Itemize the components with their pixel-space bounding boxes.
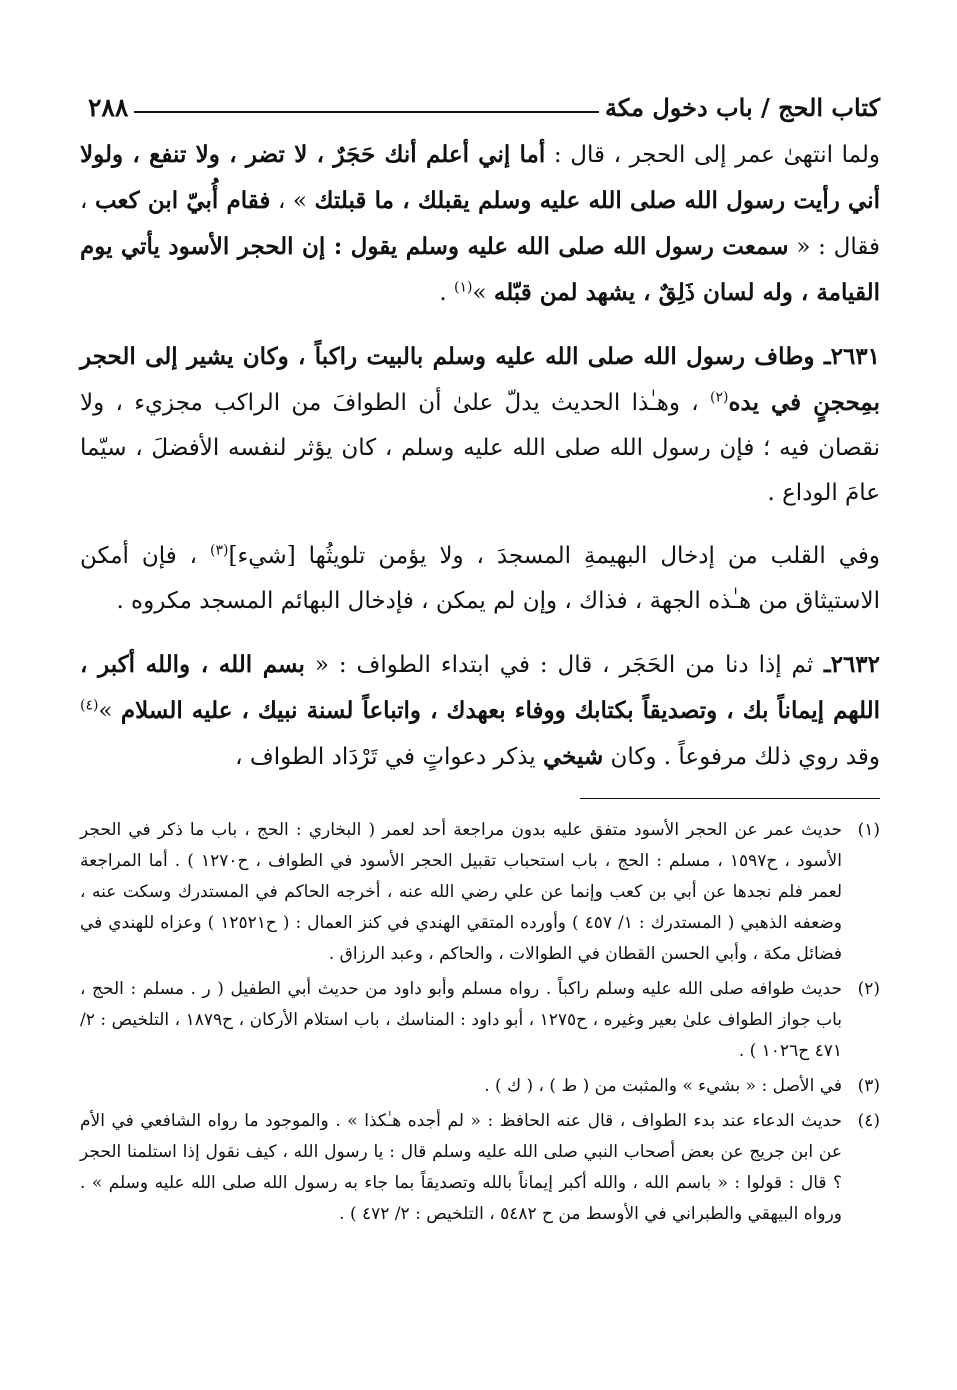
bold-segment: بسم الله ، والله أكبر ، اللهم إيماناً بك ، وتصديقاً بكتابك ووفاء بعهدك ، واتباعاً لسنة نبيك ، عليه السلام: [80, 651, 880, 724]
paragraph-2632: [80, 642, 880, 780]
header-rule: [134, 111, 599, 113]
footnotes: [80, 815, 880, 1230]
text-segment: .: [439, 280, 454, 306]
footnote-ref[interactable]: (٢): [709, 389, 729, 406]
book-page: [80, 80, 880, 1234]
footnote-text: حديث طوافه صلى الله عليه وسلم راكباً . رواه مسلم وأبو داود من حديث أبي الطفيل ( ر . مسلم : الحج ، باب جواز الطواف علىٰ بعير وغيره ، ح١٢٧٥ ، أبو داود : المناسك ، باب استلام الأركان ، ح١٨٧٩ ، التلخيص : ٢/ ٤٧١ ح١٠٢٦ ) .: [80, 979, 843, 1061]
paragraph: [80, 534, 880, 624]
footnote-separator: [580, 798, 880, 799]
footnote-ref[interactable]: (٣): [210, 542, 229, 559]
page-header: [80, 84, 880, 122]
footnote: [80, 1106, 880, 1230]
text-segment: ، وهـٰذا الحديث يدلّ علىٰ أن الطوافَ من الراكب مجزيء ، ولا نقصان فيه ؛ فإن رسول الله صلى الله عليه وسلم ، كان يؤثر لنفسه الأفضلَ ، سيّما عامَ الوداع .: [80, 390, 880, 506]
text-segment: ثم إذا دنا من الحَجَر ، قال : في ابتداء الطواف : «: [304, 652, 814, 678]
footnote-text: حديث عمر عن الحجر الأسود متفق عليه بدون مراجعة أحد لعمر ( البخاري : الحج ، باب ما ذكر في الحجر الأسود ، ح١٥٩٧ ، مسلم : الحج ، باب استحباب تقبيل الحجر الأسود في الطواف ، ح١٢٧٠ ) . أما المراجعة لعمر فلم نجدها عن أبي بن كعب وإنما عن علي رضي الله عنه ، أخرجه الحاكم في المستدرك وسكت عنه ، وضعفه الذهبي ( المستدرك : ١/ ٤٥٧ ) وأورده المتقي الهندي في كنز العمال : ( ح١٢٥٢١ ) وعزاه للهندي في فضائل مكة ، وأبي الحسن القطان في الطوالات ، والحاكم ، وعبد الرزاق .: [80, 820, 842, 964]
text-segment: ، فإن أمكن الاستيثاق من هـٰذه الجهة ، فذاك ، وإن لم يمكن ، فإدخال البهائم المسجد مكروه .: [80, 543, 880, 614]
footnote-ref[interactable]: (١): [454, 279, 473, 296]
footnote: [80, 815, 880, 970]
footnote-text: في الأصل : « بشيء » والمثبت من ( ط ) ، ( ك ) .: [484, 1076, 842, 1096]
bold-segment: سمعت رسول الله صلى الله عليه وسلم يقول : إن الحجر الأسود يأتي يوم القيامة ، وله لسان ذَلِقٌ ، يشهد لمن قبّله: [80, 233, 880, 306]
page-number: ٢٨٨: [88, 93, 129, 122]
running-title: كتاب الحج / باب دخول مكة: [604, 93, 880, 122]
text-segment: » ،: [270, 188, 315, 214]
footnote-text: حديث الدعاء عند بدء الطواف ، قال عنه الحافظ : « لم أجده هـٰكذا » . والموجود ما رواه الشافعي في الأم عن ابن جريج عن بعض أصحاب النبي صلى الله عليه وسلم قال : يا رسول الله ، كيف نقول إذا استلمنا الحجر ؟ قال : قولوا : « باسم الله ، والله أكبر إيماناً بالله وتصديقاً بما جاء به رسول الله صلى الله عليه وسلم » . ورواه البيهقي والطبراني في الأوسط من ح ٥٤٨٢ ، التلخيص : ٢/ ٤٧٢ ) .: [80, 1111, 842, 1224]
text-segment: وقد روي ذلك مرفوعاً . وكان: [603, 744, 880, 770]
text-segment: يذكر دعواتٍ في تَرْدَاد الطواف ،: [235, 744, 543, 770]
text-segment: ، فقال : «: [80, 188, 880, 260]
hadith-number: ٢٦٣١ـ: [814, 343, 881, 370]
text-segment: ولما انتهىٰ عمر إلى الحجر ، قال :: [545, 142, 881, 168]
hadith-number: ٢٦٣٢ـ: [813, 651, 881, 678]
main-text: [80, 132, 880, 780]
footnote: [80, 1071, 880, 1102]
footnote-number: (١): [857, 820, 880, 840]
footnote-ref[interactable]: (٤): [80, 697, 99, 714]
footnote-number: (٣): [857, 1076, 880, 1096]
footnote: [80, 974, 880, 1067]
text-segment: »: [472, 280, 494, 306]
paragraph-2631: [80, 334, 880, 516]
bold-segment: أما إني أعلم أنك حَجَرٌ ، لا تضر ، ولا تنفع ، ولولا أني رأيت رسول الله صلى الله عليه وسلم يقبلك ، ما قبلتك: [80, 141, 881, 214]
bold-segment: شيخي: [542, 743, 604, 770]
footnote-number: (٤): [857, 1111, 880, 1131]
bold-segment: فقام أُبيّ ابن كعب: [94, 187, 271, 214]
text-segment: وفي القلب من إدخال البهيمةِ المسجدَ ، ولا يؤمن تلويثُها [شيء]: [228, 543, 881, 569]
paragraph: [80, 132, 880, 316]
footnote-number: (٢): [857, 979, 880, 999]
bold-segment: وطاف رسول الله صلى الله عليه وسلم بالبيت راكباً ، وكان يشير إلى الحجر بمِحجنٍ في يده: [80, 343, 880, 416]
text-segment: »: [98, 698, 121, 724]
